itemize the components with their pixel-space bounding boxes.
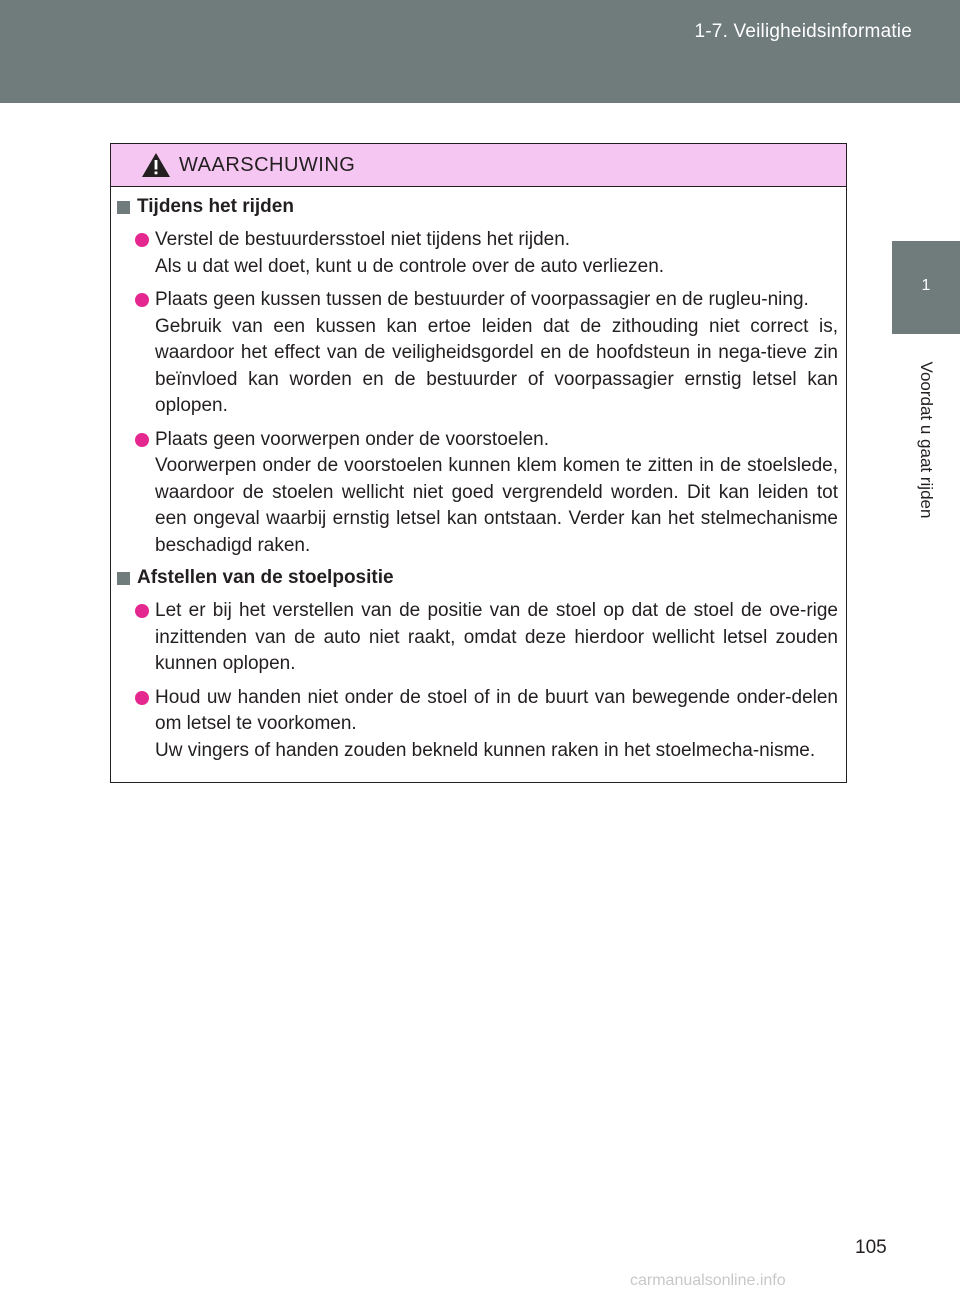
warning-triangle-icon [141,152,171,178]
square-bullet-icon [117,201,130,214]
chapter-title: Voordat u gaat rijden [917,361,936,519]
page-number: 105 [855,1237,887,1258]
bullet-dot-icon [135,433,149,447]
bullet-item [117,685,838,765]
bullet-item [117,598,838,678]
section-heading-text: Afstellen van de stoelpositie [137,567,394,588]
square-bullet-icon [117,572,130,585]
bullet-item [117,227,838,280]
warning-body [111,187,846,782]
warning-box [110,143,847,783]
header-band [0,0,960,103]
bullet-text: Plaats geen voorwerpen onder de voorstoelen. [155,428,549,450]
bullet-text: Let er bij het verstellen van de positie van de stoel op dat de stoel de ove-rige inzittenden van de auto niet raakt, omdat deze hierdoor wellicht letsel zouden kunnen oplopen. [155,600,838,674]
bullet-text: Als u dat wel doet, kunt u de controle over de auto verliezen. [155,255,665,277]
section-heading-text: Tijdens het rijden [137,196,294,217]
section-heading [117,566,838,590]
bullet-item [117,427,838,560]
bullet-text: Houd uw handen niet onder de stoel of in de buurt van bewegende onder-delen om letsel te voorkomen. [155,686,838,734]
bullet-text: Uw vingers of handen zouden bekneld kunnen raken in het stoelmecha-nisme. [155,739,816,761]
warning-title: WAARSCHUWING [179,154,356,176]
bullet-text: Plaats geen kussen tussen de bestuurder of voorpassagier en de rugleu-ning. [155,289,809,310]
warning-section [117,195,838,559]
bullet-dot-icon [135,293,149,307]
watermark: carmanualsonline.info [630,1272,786,1289]
bullet-text: Verstel de bestuurdersstoel niet tijdens het rijden. [155,229,571,250]
chapter-tab [892,241,960,334]
bullet-item [117,287,838,420]
warning-section [117,566,838,764]
chapter-number: 1 [921,277,931,294]
bullet-dot-icon [135,604,149,618]
warning-header [111,144,846,187]
bullet-text: Voorwerpen onder de voorstoelen kunnen klem komen te zitten in de stoelslede, waardoor de stoelen wellicht niet goed vergrendeld worden. Dit kan leiden tot een ongeval waarbij ernstig letsel kan ontstaan. Verder kan het stelmechanisme beschadigd raken. [155,455,838,556]
section-heading [117,195,838,219]
section-title: 1-7. Veiligheidsinformatie [694,21,912,42]
bullet-text: Gebruik van een kussen kan ertoe leiden dat de zithouding niet correct is, waardoor het effect van de veiligheidsgordel en de hoofdsteun in nega-tieve zin beïnvloed kan worden en de bestuurder of voorpassagier ernstig letsel kan oplopen. [155,315,838,416]
bullet-dot-icon [135,691,149,705]
bullet-dot-icon [135,233,149,247]
